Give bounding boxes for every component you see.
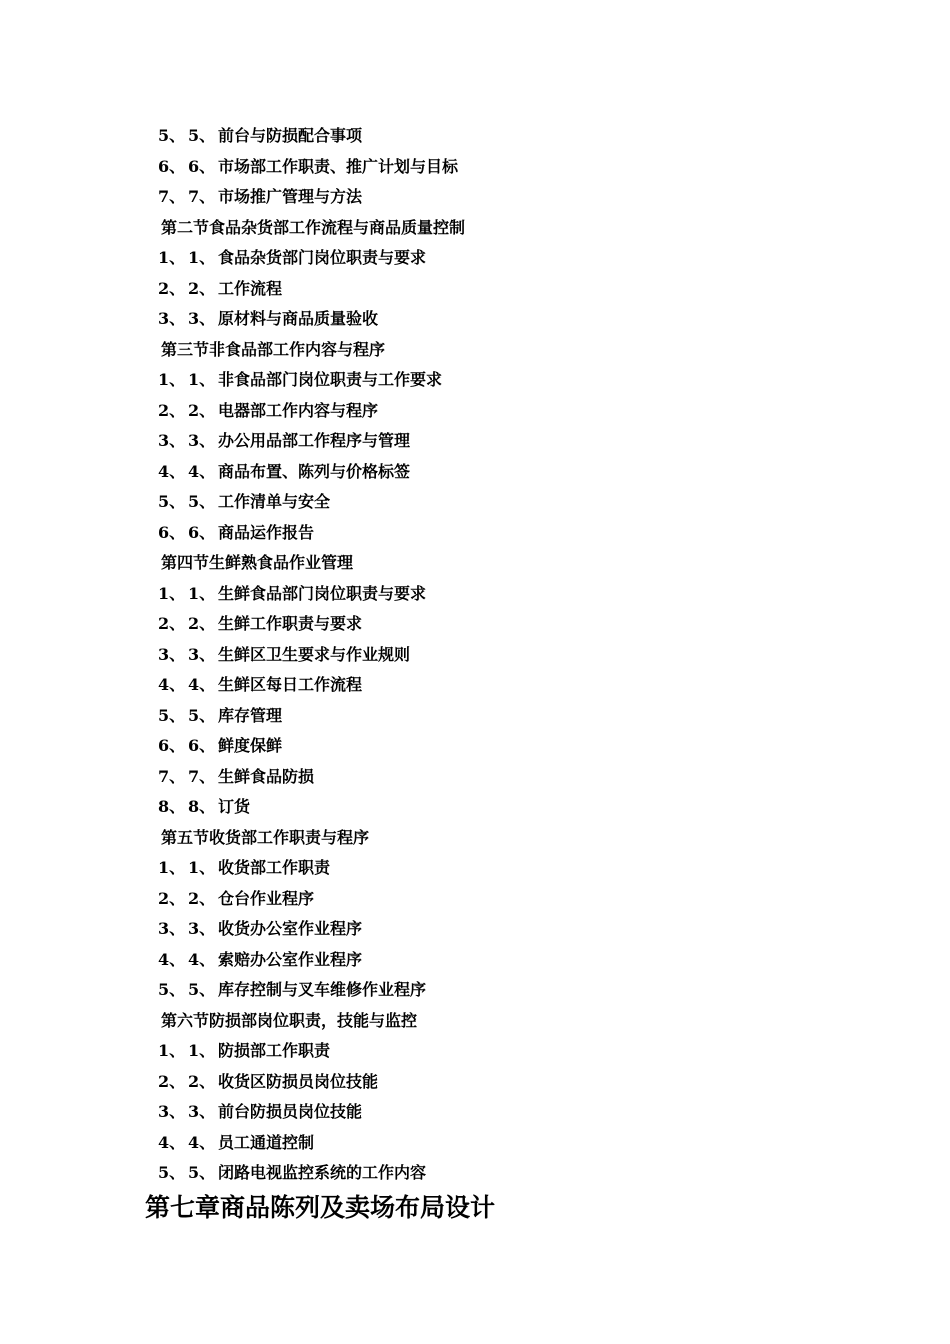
toc-item: [158, 731, 858, 762]
item-title: 鲜度保鲜: [218, 736, 283, 755]
item-subnumber: 4、: [188, 461, 216, 481]
section-title: 第二节食品杂货部工作流程与商品质量控制: [161, 217, 466, 237]
item-title: 员工通道控制: [218, 1132, 315, 1152]
section-title: 第四节生鲜熟食品作业管理: [161, 553, 354, 572]
toc-item: [158, 274, 858, 305]
table-of-contents: [158, 121, 858, 1189]
item-number: 5、: [158, 705, 186, 725]
toc-item: [158, 945, 858, 976]
item-subnumber: 6、: [188, 156, 216, 176]
item-subnumber: 3、: [188, 309, 216, 328]
toc-item: [158, 1067, 858, 1098]
chapter-heading: 第七章商品陈列及卖场布局设计: [145, 1193, 496, 1222]
item-subnumber: 3、: [188, 1102, 216, 1121]
item-number: 3、: [158, 919, 186, 938]
toc-item: [158, 792, 858, 823]
item-number: 6、: [158, 156, 186, 176]
item-title: 库存管理: [218, 705, 283, 725]
toc-item: [158, 1128, 858, 1159]
item-subnumber: 2、: [188, 400, 216, 420]
item-number: 4、: [158, 675, 186, 694]
item-subnumber: 2、: [188, 278, 216, 298]
item-number: 4、: [158, 949, 186, 969]
toc-section-heading: [158, 823, 858, 854]
toc-item: [158, 1158, 858, 1189]
item-subnumber: 5、: [188, 1163, 216, 1182]
item-title: 前台防损员岗位技能: [218, 1102, 363, 1121]
section-title: 第五节收货部工作职责与程序: [161, 827, 370, 847]
item-number: 3、: [158, 644, 186, 664]
toc-item: [158, 304, 858, 335]
item-title: 生鲜区卫生要求与作业规则: [218, 644, 411, 664]
item-title: 收货部工作职责: [218, 858, 331, 877]
toc-item: [158, 182, 858, 213]
item-subnumber: 1、: [188, 583, 216, 603]
toc-item: [158, 884, 858, 915]
item-title: 工作清单与安全: [218, 492, 331, 511]
item-subnumber: 1、: [188, 248, 216, 267]
item-number: 1、: [158, 583, 186, 603]
item-title: 索赔办公室作业程序: [218, 949, 363, 969]
item-subnumber: 5、: [188, 126, 216, 145]
toc-item: [158, 487, 858, 518]
toc-item: [158, 701, 858, 732]
toc-item: [158, 518, 858, 549]
item-subnumber: 4、: [188, 675, 216, 694]
item-number: 2、: [158, 278, 186, 298]
toc-item: [158, 457, 858, 488]
item-number: 8、: [158, 797, 186, 816]
item-subnumber: 5、: [188, 980, 216, 999]
item-title: 防损部工作职责: [218, 1041, 331, 1060]
item-number: 1、: [158, 858, 186, 877]
toc-item: [158, 121, 858, 152]
toc-item: [158, 914, 858, 945]
item-subnumber: 5、: [188, 705, 216, 725]
toc-item: [158, 640, 858, 671]
item-number: 5、: [158, 1163, 186, 1182]
item-title: 商品布置、陈列与价格标签: [218, 461, 411, 481]
item-subnumber: 3、: [188, 919, 216, 938]
item-subnumber: 1、: [188, 1041, 216, 1060]
item-number: 4、: [158, 1132, 186, 1152]
item-title: 市场推广管理与方法: [218, 187, 363, 206]
item-title: 电器部工作内容与程序: [218, 400, 379, 420]
toc-item: [158, 365, 858, 396]
toc-item: [158, 609, 858, 640]
item-subnumber: 2、: [188, 888, 216, 908]
item-title: 生鲜食品部门岗位职责与要求: [218, 583, 427, 603]
toc-item: [158, 853, 858, 884]
toc-section-heading: [158, 548, 858, 579]
item-number: 2、: [158, 400, 186, 420]
item-title: 非食品部门岗位职责与工作要求: [218, 370, 443, 389]
item-subnumber: 7、: [188, 187, 216, 206]
toc-item: [158, 426, 858, 457]
item-number: 4、: [158, 461, 186, 481]
toc-item: [158, 396, 858, 427]
toc-item: [158, 152, 858, 183]
item-title: 前台与防损配合事项: [218, 126, 363, 145]
toc-section-heading: [158, 1006, 858, 1037]
toc-item: [158, 762, 858, 793]
item-number: 3、: [158, 309, 186, 328]
item-subnumber: 1、: [188, 370, 216, 389]
item-number: 6、: [158, 736, 186, 755]
item-number: 1、: [158, 248, 186, 267]
item-title: 商品运作报告: [218, 522, 315, 542]
item-subnumber: 6、: [188, 736, 216, 755]
item-title: 食品杂货部门岗位职责与要求: [218, 248, 427, 267]
item-title: 收货区防损员岗位技能: [218, 1071, 379, 1091]
item-subnumber: 5、: [188, 492, 216, 511]
item-title: 收货办公室作业程序: [218, 919, 363, 938]
toc-item: [158, 579, 858, 610]
toc-item: [158, 975, 858, 1006]
item-number: 6、: [158, 522, 186, 542]
item-number: 2、: [158, 614, 186, 633]
item-title: 工作流程: [218, 278, 283, 298]
toc-item: [158, 1036, 858, 1067]
item-title: 闭路电视监控系统的工作内容: [218, 1163, 427, 1182]
item-number: 5、: [158, 980, 186, 999]
toc-item: [158, 1097, 858, 1128]
item-subnumber: 6、: [188, 522, 216, 542]
item-title: 库存控制与叉车维修作业程序: [218, 980, 427, 999]
toc-section-heading: [158, 213, 858, 244]
item-subnumber: 8、: [188, 797, 216, 816]
item-title: 原材料与商品质量验收: [218, 309, 379, 328]
item-title: 仓台作业程序: [218, 888, 315, 908]
item-number: 7、: [158, 766, 186, 786]
item-subnumber: 2、: [188, 1071, 216, 1091]
item-number: 1、: [158, 1041, 186, 1060]
item-title: 生鲜工作职责与要求: [218, 614, 363, 633]
item-number: 2、: [158, 888, 186, 908]
item-subnumber: 3、: [188, 431, 216, 450]
item-title: 订货: [218, 797, 251, 816]
item-title: 市场部工作职责、推广计划与目标: [218, 156, 459, 176]
item-title: 生鲜食品防损: [218, 766, 315, 786]
section-title: 第六节防损部岗位职责，技能与监控: [161, 1010, 418, 1030]
item-number: 5、: [158, 126, 186, 145]
section-title: 第三节非食品部工作内容与程序: [161, 339, 386, 359]
toc-item: [158, 243, 858, 274]
item-subnumber: 7、: [188, 766, 216, 786]
item-title: 办公用品部工作程序与管理: [218, 431, 411, 450]
item-number: 3、: [158, 431, 186, 450]
item-subnumber: 4、: [188, 1132, 216, 1152]
toc-section-heading: [158, 335, 858, 366]
toc-item: [158, 670, 858, 701]
item-subnumber: 2、: [188, 614, 216, 633]
item-title: 生鲜区每日工作流程: [218, 675, 363, 694]
item-subnumber: 1、: [188, 858, 216, 877]
item-number: 2、: [158, 1071, 186, 1091]
item-number: 1、: [158, 370, 186, 389]
item-number: 5、: [158, 492, 186, 511]
item-number: 3、: [158, 1102, 186, 1121]
item-subnumber: 3、: [188, 644, 216, 664]
item-subnumber: 4、: [188, 949, 216, 969]
item-number: 7、: [158, 187, 186, 206]
